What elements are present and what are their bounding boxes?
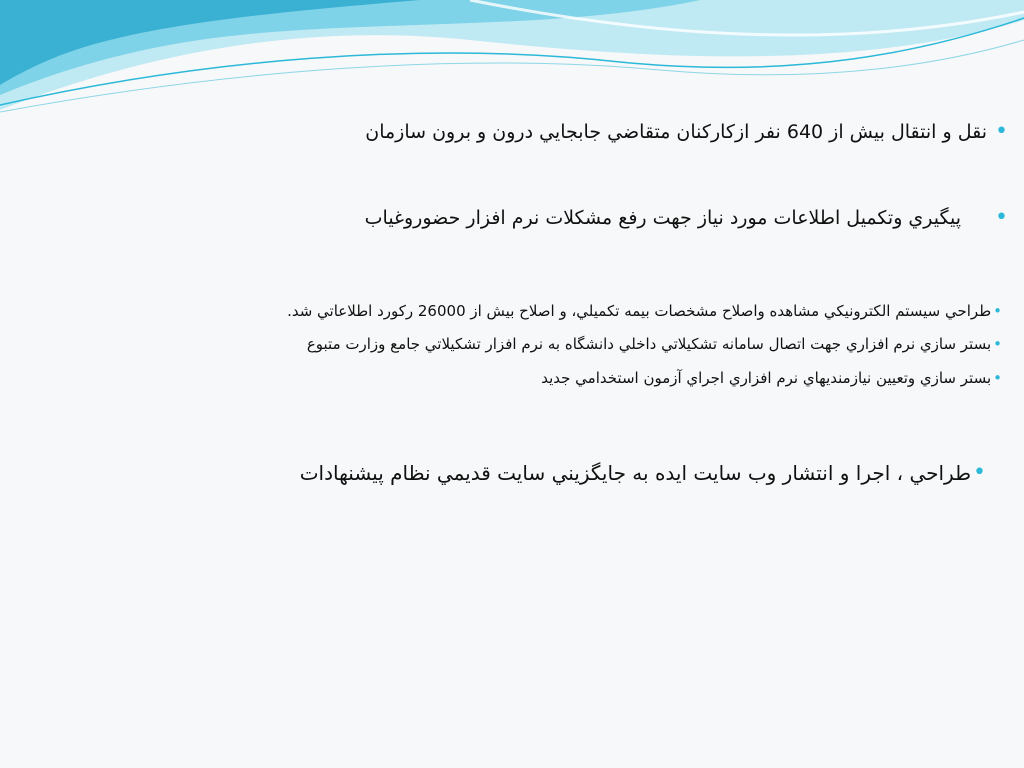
header-wave-decoration <box>0 0 1024 120</box>
sub-bullet-item <box>307 335 1002 353</box>
bullet-text: طراحي ، اجرا و انتشار وب سايت ايده به جايگزيني سايت قديمي نظام پيشنهادات <box>299 461 972 485</box>
sub-bullet-text: طراحي سيستم الكترونيكي مشاهده واصلاح مشخصات بيمه تكميلي، و اصلاح بيش از 26000 رکورد اطلاعاتي شد. <box>287 302 992 320</box>
sub-bullet-item <box>287 302 1002 320</box>
bullet-text: نقل و انتقال بيش از 640 نفر ازکارکنان متقاضي جابجايي درون و برون سازمان <box>365 121 988 143</box>
bullet-icon: • <box>995 205 1008 230</box>
sub-bullet-item <box>541 369 1002 387</box>
bullet-icon: • <box>995 119 1008 144</box>
bullet-text: پيگيري وتکميل اطلاعات مورد نياز جهت رفع مشکلات نرم افزار حضوروغياب <box>364 207 962 229</box>
sub-bullet-text: بستر سازي نرم افزاري جهت اتصال سامانه تشکيلاتي داخلي دانشگاه به نرم افزار تشکيلاتي جامع وزارت متبوع <box>306 335 992 353</box>
bullet-icon: • <box>993 368 1002 387</box>
bullet-item <box>300 461 986 485</box>
bullet-icon: • <box>993 301 1002 320</box>
sub-bullet-text: بستر سازي وتعيين نيازمنديهاي نرم افزاري اجراي آزمون استخدامي جديد <box>541 369 992 387</box>
bullet-icon: • <box>993 334 1002 353</box>
bullet-item <box>365 121 1008 143</box>
bullet-icon: • <box>973 460 986 485</box>
bullet-item <box>365 207 1008 229</box>
